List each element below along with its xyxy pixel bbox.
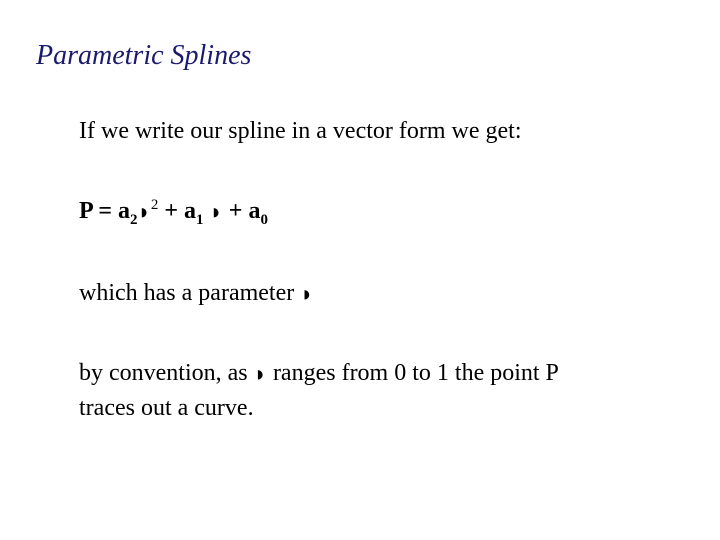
equation-term-a1: + a: [158, 198, 196, 224]
convention-part-2: ranges from 0 to 1 the point P: [272, 360, 559, 386]
theta-symbol: ◗: [300, 281, 314, 306]
exponent-2: 2: [150, 197, 159, 213]
equation-term-a0: + a: [222, 198, 261, 224]
theta-symbol: ◗: [209, 199, 223, 224]
theta-symbol: ◗: [137, 199, 151, 224]
convention-row-2: traces out a curve.: [79, 395, 254, 421]
subscript-0: 0: [260, 212, 268, 228]
parameter-text: [79, 276, 314, 311]
equation-lhs: P = a: [79, 198, 131, 224]
theta-symbol: ◗: [253, 361, 267, 386]
subscript-2: 2: [130, 212, 138, 228]
convention-text: [79, 356, 679, 425]
subscript-1: 1: [196, 212, 204, 228]
slide-title: Parametric Splines: [36, 40, 252, 71]
spline-equation: [79, 194, 268, 229]
convention-row-1: [79, 356, 679, 391]
convention-part-1: by convention, as: [79, 360, 248, 386]
parameter-label: which has a parameter: [79, 280, 295, 306]
intro-text: If we write our spline in a vector form we get:: [79, 118, 522, 144]
